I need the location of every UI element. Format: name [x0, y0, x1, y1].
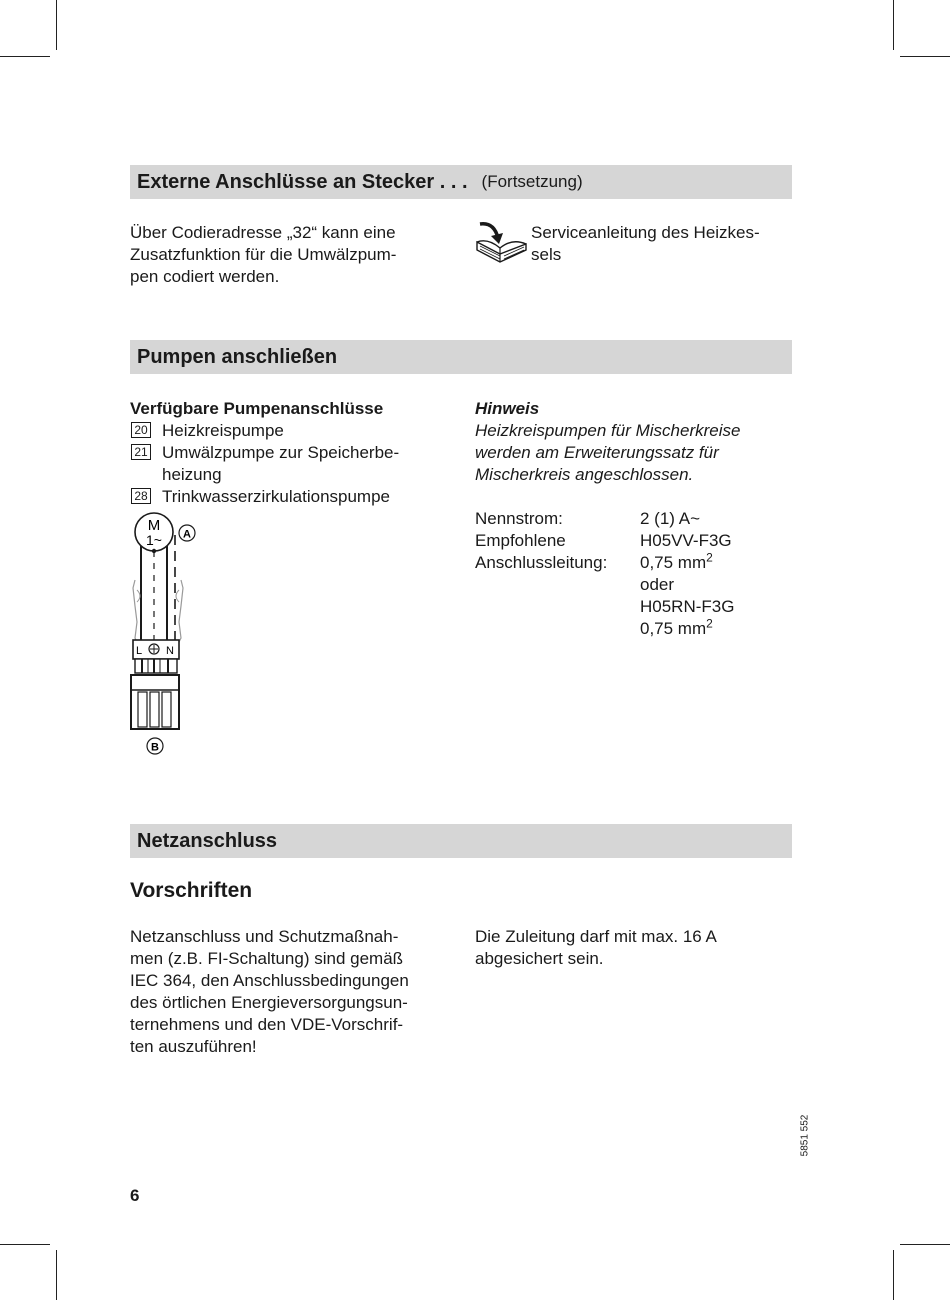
crop-mark [900, 56, 950, 57]
spec-value: H05RN-F3G [640, 597, 735, 616]
spec-value: oder [640, 575, 675, 594]
pump-wiring-diagram [125, 510, 205, 760]
subheading-vorschriften: Vorschriften [130, 879, 253, 902]
note-title: Hinweis [475, 399, 540, 418]
spec-value: H05VV-F3G [640, 531, 732, 550]
section-header-externe-anschluesse [130, 165, 792, 199]
spec-value: 0,75 $mm^2$ [640, 616, 713, 638]
spec-key: Anschlussleitung: [475, 553, 608, 572]
section-subtitle: (Fortsetzung) [481, 172, 583, 191]
section-title: Pumpen anschließen [137, 345, 338, 368]
spec-key: Empfohlene [475, 531, 566, 550]
book-pointer-icon [474, 220, 530, 266]
list-item: 28 Trinkwasserzirkulationspumpe [130, 486, 440, 508]
crop-mark [893, 0, 894, 50]
list-item: 21 Umwälzpumpe zur Speicherbe- heizung [130, 442, 440, 486]
callout-b-label: B [151, 741, 159, 754]
terminal-l-label: L [135, 645, 143, 657]
note-block: Hinweis Heizkreispumpen für Mischerkreise werden am Erweiterungssatz für Mischerkreis angeschlossen. [475, 398, 795, 486]
callout-a-label: A [183, 528, 191, 541]
list-title: Verfügbare Pumpenanschlüsse [130, 399, 384, 418]
section-header-pumpen-anschliessen [130, 340, 792, 374]
section-title: Netzanschluss [137, 829, 278, 852]
page-number: 6 [130, 1186, 140, 1205]
coding-address-text: Über Codieradresse „32“ kann eine Zusatzfunktion für die Umwälzpum- pen codiert werden. [130, 223, 397, 286]
section-title: Externe Anschlüsse an Stecker . . . [137, 170, 468, 193]
technical-specs [475, 508, 734, 640]
crop-mark [0, 56, 50, 57]
terminal-number: 28 [131, 488, 151, 504]
spec-value: 0,75 $mm^2$ [640, 550, 713, 572]
terminal-n-label: N [166, 645, 174, 657]
spec-key: Nennstrom: [475, 509, 563, 528]
fuse-text: Die Zuleitung darf mit max. 16 A abgesichert sein. [475, 927, 717, 968]
section-header-netzanschluss [130, 824, 792, 858]
crop-mark [893, 1250, 894, 1300]
terminal-number: 21 [131, 444, 151, 460]
service-manual-reference: Serviceanleitung des Heizkes- sels [531, 223, 760, 264]
motor-phase-label: 1~ [146, 532, 162, 548]
pump-connections-list [130, 398, 440, 508]
spec-value: 2 (1) A~ [640, 509, 701, 528]
motor-label: M [147, 517, 161, 534]
terminal-number: 20 [131, 422, 151, 438]
crop-mark [56, 1250, 57, 1300]
document-number: 5851 552 [799, 1114, 811, 1157]
crop-mark [56, 0, 57, 50]
regulations-text: Netzanschluss und Schutzmaßnah- men (z.B. FI-Schaltung) sind gemäß IEC 364, den Anschlussbedingungen des örtlichen Energieversorgungsun- ternehmens und den VDE-Vorschrif- ten auszuführen! [130, 927, 409, 1056]
list-item: 20 Heizkreispumpe [130, 420, 440, 442]
crop-mark [0, 1244, 50, 1245]
crop-mark [900, 1244, 950, 1245]
